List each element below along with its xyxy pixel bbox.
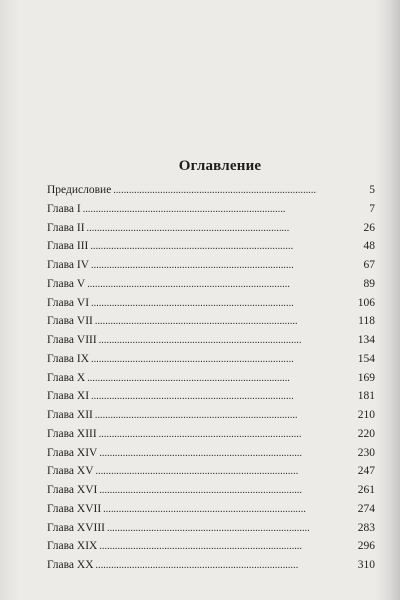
toc-dot-leader (99, 485, 356, 496)
toc-entry-label: Глава XVII (47, 502, 102, 515)
toc-entry-label: Глава XIII (47, 427, 97, 440)
table-of-contents (47, 184, 375, 578)
toc-entry (47, 353, 375, 372)
toc-entry (47, 465, 375, 484)
toc-entry (47, 559, 375, 578)
toc-entry (47, 222, 375, 241)
toc-dot-leader (96, 560, 357, 571)
toc-entry-label: Глава XVIII (47, 521, 105, 534)
toc-entry-page-number: 5 (369, 184, 375, 196)
toc-entry-page-number: 7 (369, 202, 375, 215)
toc-entry-page-number: 134 (357, 334, 375, 346)
toc-dot-leader (91, 354, 357, 365)
toc-entry-label: Глава IV (47, 259, 90, 271)
toc-entry-label: Глава XX (47, 559, 94, 571)
toc-dot-leader (103, 504, 357, 515)
toc-entry-label: Глава X (47, 371, 86, 384)
toc-entry (47, 522, 375, 541)
toc-entry (47, 428, 375, 447)
toc-entry (47, 184, 375, 203)
toc-entry-page-number: 220 (357, 427, 375, 440)
toc-entry-label: Глава VI (47, 296, 90, 309)
toc-dot-leader (87, 373, 357, 384)
toc-entry-page-number: 210 (357, 409, 375, 421)
toc-entry-label: Глава VII (47, 315, 93, 328)
toc-entry-label: Глава XV (47, 465, 94, 478)
toc-entry-page-number: 169 (357, 371, 375, 384)
toc-entry-page-number: 106 (357, 296, 375, 309)
toc-dot-leader (90, 241, 362, 252)
toc-entry (47, 372, 375, 391)
toc-entry (47, 540, 375, 559)
toc-entry-page-number: 296 (357, 540, 375, 553)
toc-dot-leader (87, 279, 362, 290)
toc-entry (47, 503, 375, 522)
toc-entry-label: Глава XI (47, 390, 90, 403)
toc-entry-label: Предисловие (47, 184, 112, 196)
toc-entry-label: Глава III (47, 240, 89, 253)
toc-dot-leader (95, 316, 357, 327)
toc-title: Оглавление (178, 158, 262, 174)
toc-entry-page-number: 67 (363, 259, 375, 271)
toc-entry-label: Глава II (47, 221, 85, 234)
toc-entry-page-number: 274 (357, 502, 375, 515)
toc-entry-label: Глава XII (47, 409, 93, 421)
toc-entry-label: Глава XIV (47, 446, 98, 459)
toc-entry-page-number: 181 (357, 390, 375, 403)
toc-entry (47, 297, 375, 316)
toc-entry (47, 484, 375, 503)
toc-entry-page-number: 261 (357, 484, 375, 496)
toc-dot-leader (99, 429, 357, 440)
toc-dot-leader (91, 298, 357, 309)
toc-entry-page-number: 26 (363, 221, 375, 234)
toc-dot-leader (83, 204, 369, 215)
toc-entry-page-number: 48 (363, 240, 375, 253)
toc-dot-leader (99, 448, 356, 459)
toc-entry (47, 315, 375, 334)
toc-entry-label: Глава XIX (47, 540, 98, 553)
toc-entry-label: Глава V (47, 277, 86, 290)
toc-entry (47, 390, 375, 409)
toc-entry (47, 203, 375, 222)
toc-dot-leader (91, 391, 357, 402)
toc-entry (47, 240, 375, 259)
toc-entry-label: Глава IX (47, 352, 90, 365)
toc-entry (47, 278, 375, 297)
page-left-shadow (0, 0, 20, 600)
toc-entry-page-number: 154 (357, 352, 375, 365)
toc-entry-page-number: 89 (363, 277, 375, 290)
toc-dot-leader (91, 260, 362, 271)
toc-entry (47, 334, 375, 353)
toc-entry-label: Глава I (47, 202, 81, 215)
page-edge-shadow (376, 0, 400, 600)
toc-entry-page-number: 310 (357, 559, 375, 571)
toc-dot-leader (113, 185, 368, 196)
toc-entry-page-number: 118 (358, 315, 375, 328)
toc-dot-leader (99, 541, 356, 552)
toc-entry-page-number: 283 (357, 521, 375, 534)
toc-dot-leader (95, 410, 357, 421)
toc-dot-leader (99, 335, 357, 346)
toc-entry-page-number: 230 (357, 446, 375, 459)
toc-dot-leader (96, 466, 357, 477)
toc-entry-label: Глава VIII (47, 334, 97, 346)
toc-entry-label: Глава XVI (47, 484, 98, 496)
toc-entry-page-number: 247 (357, 465, 375, 478)
toc-dot-leader (107, 523, 357, 534)
toc-dot-leader (87, 223, 363, 234)
toc-entry (47, 409, 375, 428)
toc-entry (47, 259, 375, 278)
toc-entry (47, 447, 375, 466)
